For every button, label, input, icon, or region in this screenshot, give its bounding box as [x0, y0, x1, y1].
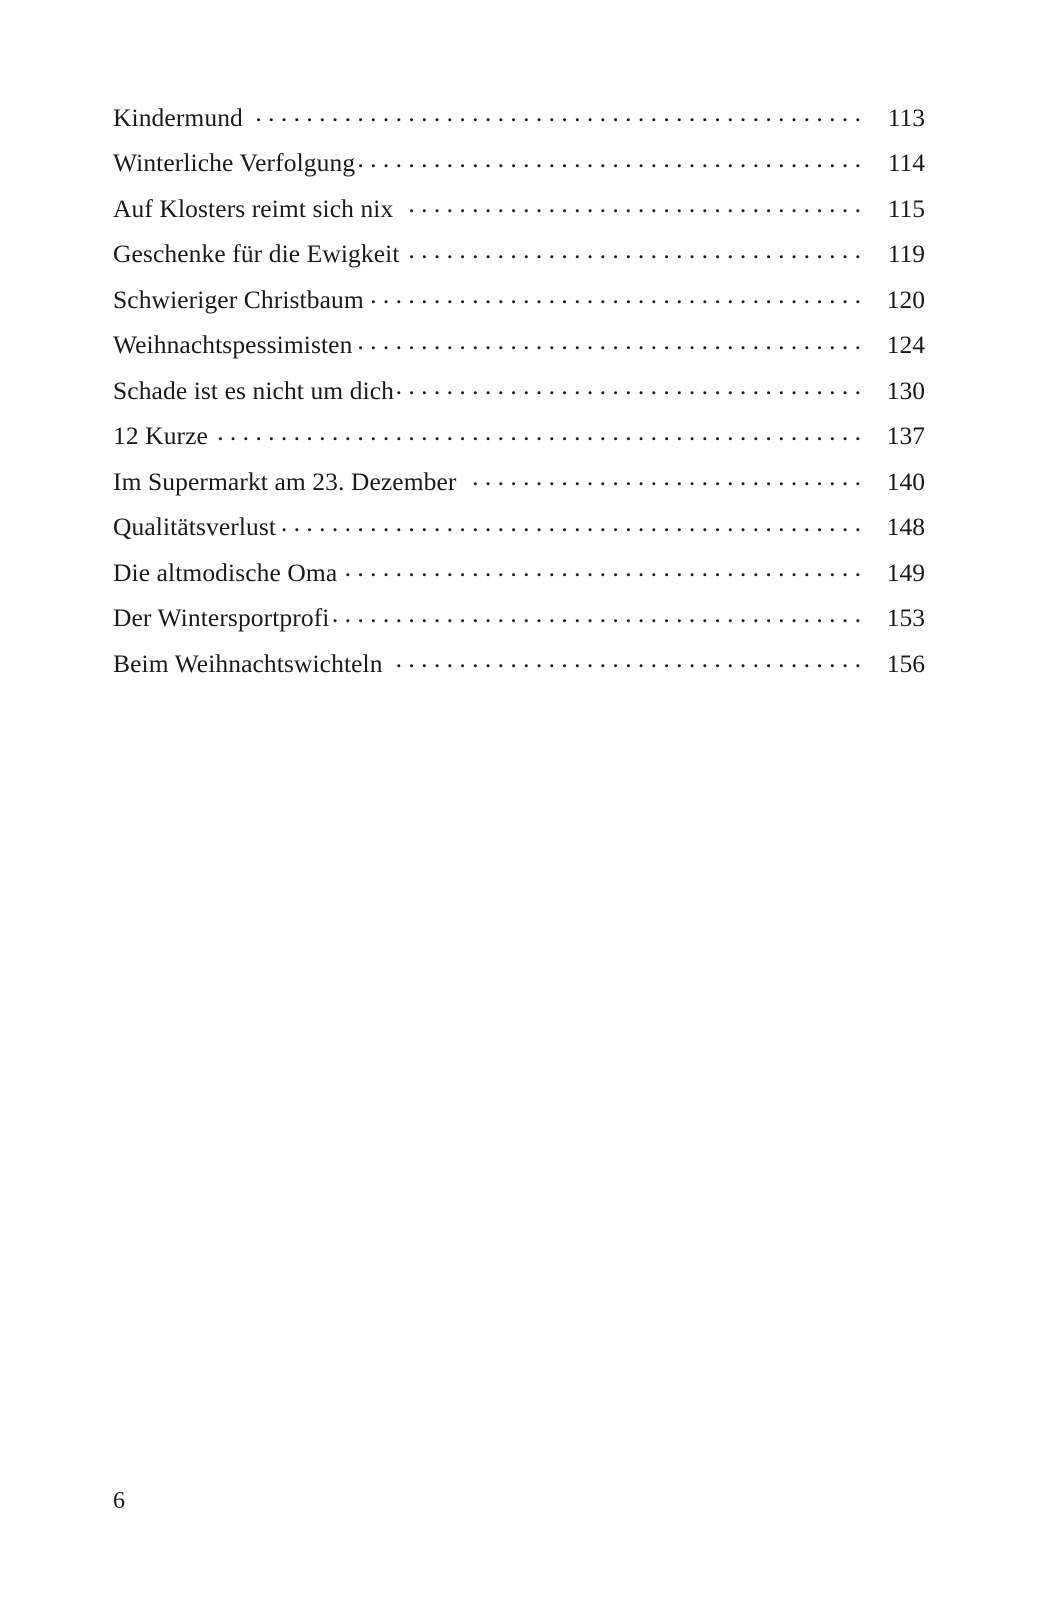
toc-entry-title: Geschenke für die Ewigkeit: [113, 239, 400, 268]
toc-entry[interactable]: [113, 373, 925, 419]
toc-entry-title: 12 Kurze: [113, 421, 208, 450]
toc-entry-title: Schade ist es nicht um dich: [113, 375, 395, 405]
page-number: 6: [113, 1488, 125, 1514]
toc-entry-title: Der Wintersportprofi: [113, 603, 330, 632]
toc-leader-dots: [353, 328, 861, 354]
toc-entry[interactable]: [113, 328, 925, 374]
toc-leader-dots: [277, 510, 861, 536]
toc-entry-title: Die altmodische Oma: [113, 557, 338, 587]
toc-entry[interactable]: [113, 646, 925, 692]
toc-entry[interactable]: [113, 510, 925, 556]
toc-entry-page: 114: [887, 148, 925, 177]
toc-entry-title: Weihnachtspessimisten: [113, 330, 353, 359]
toc-entry[interactable]: [113, 419, 925, 465]
table-of-contents: [113, 100, 925, 692]
toc-entry-page: 130: [886, 375, 925, 405]
toc-entry-page: 120: [886, 284, 925, 314]
toc-entry-title: Beim Weihnachtswichteln: [113, 648, 383, 678]
toc-entry-page: 153: [886, 603, 925, 632]
toc-entry-page: 148: [886, 512, 925, 541]
toc-leader-dots: [345, 555, 861, 581]
toc-entry-title: Auf Klosters reimt sich nix: [113, 193, 394, 223]
toc-leader-dots: [465, 464, 862, 490]
toc-entry[interactable]: [113, 191, 925, 237]
toc-entry-title: Schwieriger Christbaum: [113, 284, 364, 314]
toc-entry[interactable]: [113, 464, 925, 510]
toc-entry-page: 149: [886, 557, 925, 587]
toc-entry-page: 115: [887, 193, 925, 223]
toc-leader-dots: [356, 146, 861, 172]
toc-entry[interactable]: [113, 555, 925, 601]
toc-entry[interactable]: [113, 282, 925, 328]
toc-entry-page: 137: [886, 421, 925, 450]
toc-entry[interactable]: [113, 100, 925, 146]
toc-leader-dots: [251, 100, 861, 126]
toc-entry-page: 140: [886, 466, 925, 496]
toc-entry-title: Kindermund: [113, 102, 243, 132]
toc-entry-page: 156: [886, 648, 925, 678]
toc-leader-dots: [372, 282, 861, 308]
toc-leader-dots: [395, 373, 861, 399]
toc-leader-dots: [330, 601, 861, 627]
toc-entry[interactable]: [113, 237, 925, 283]
toc-entry-title: Qualitätsverlust: [113, 512, 277, 541]
toc-entry-page: 113: [887, 102, 925, 132]
toc-entry-page: 119: [887, 239, 925, 268]
toc-entry-title: Im Supermarkt am 23. Dezember: [113, 466, 457, 496]
toc-leader-dots: [209, 419, 861, 445]
toc-leader-dots: [391, 646, 861, 672]
toc-entry-page: 124: [886, 330, 925, 359]
toc-leader-dots: [401, 191, 861, 217]
toc-entry[interactable]: [113, 601, 925, 647]
toc-entry-title: Winterliche Verfolgung: [113, 148, 356, 177]
toc-entry[interactable]: [113, 146, 925, 192]
toc-leader-dots: [401, 237, 861, 263]
